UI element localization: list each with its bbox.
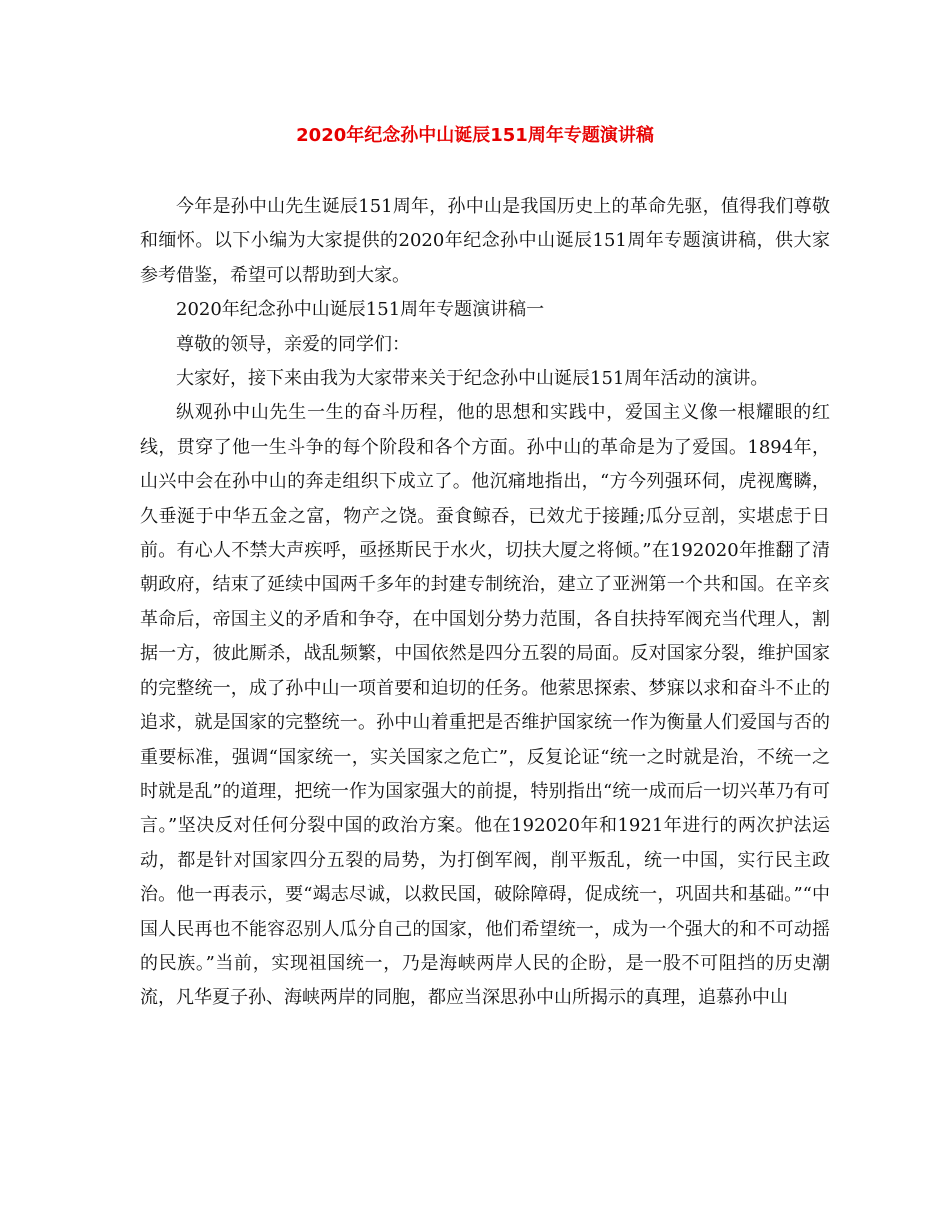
paragraph-greeting: 大家好，接下来由我为大家带来关于纪念孙中山诞辰151周年活动的演讲。 (176, 368, 769, 390)
document-title: 2020年纪念孙中山诞辰151周年专题演讲稿 (296, 125, 654, 146)
paragraph-intro: 今年是孙中山先生诞辰151周年，孙中山是我国历史上的革命先驱，值得我们尊敬和缅怀。以下小编为大家提供的2020年纪念孙中山诞辰151周年专题演讲稿，供大家参考借鉴，希望可以帮助到大家。 (140, 196, 830, 286)
paragraph-main: 纵观孙中山先生一生的奋斗历程，他的思想和实践中，爱国主义像一根耀眼的红线，贯穿了他一生斗争的每个阶段和各个方面。孙中山的革命是为了爱国。1894年，山兴中会在孙中山的奔走组织下成立了。他沉痛地指出，“方今列强环伺，虎视鹰瞵，久垂涎于中华五金之富，物产之饶。蚕食鲸吞，已效尤于接踵;瓜分豆剖，实堪虑于日前。有心人不禁大声疾呼，亟拯斯民于水火，切扶大厦之将倾。”在192020年推翻了清朝政府，结束了延续中国两千多年的封建专制统治，建立了亚洲第一个共和国。在辛亥革命后，帝国主义的矛盾和争夺，在中国划分势力范围，各自扶持军阀充当代理人，割据一方，彼此厮杀，战乱频繁，中国依然是四分五裂的局面。反对国家分裂，维护国家的完整统一，成了孙中山一项首要和迫切的任务。他萦思探索、梦寐以求和奋斗不止的追求，就是国家的完整统一。孙中山着重把是否维护国家统一作为衡量人们爱国与否的重要标准，强调“国家统一，实关国家之危亡”，反复论证“统一之时就是治，不统一之时就是乱”的道理，把统一作为国家强大的前提，特别指出“统一成而后一切兴革乃有可言。”坚决反对任何分裂中国的政治方案。他在192020年和1921年进行的两次护法运动，都是针对国家四分五裂的局势，为打倒军阀，削平叛乱，统一中国，实行民主政治。他一再表示，要“竭志尽诚，以救民国，破除障碍，促成统一，巩固共和基础。”“中国人民再也不能容忍别人瓜分自己的国家，他们希望统一，成为一个强大的和不可动摇的民族。”当前，实现祖国统一，乃是海峡两岸人民的企盼，是一股不可阻挡的历史潮流，凡华夏子孙、海峡两岸的同胞，都应当深思孙中山所揭示的真理，追慕孙中山 (140, 402, 830, 1009)
paragraph-section-heading: 2020年纪念孙中山诞辰151周年专题演讲稿一 (176, 299, 545, 321)
paragraph-salutation: 尊敬的领导，亲爱的同学们： (176, 333, 410, 355)
document-body (140, 190, 830, 1016)
